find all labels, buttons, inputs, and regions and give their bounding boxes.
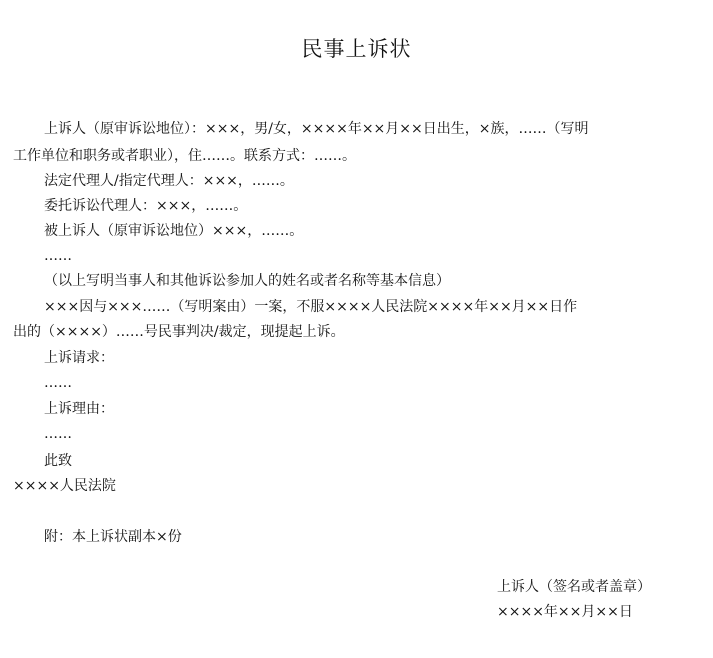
appellant-info-line-2: 工作单位和职务或者职业），住……。联系方式：……。 (13, 148, 356, 164)
date-line: ××××年××月××日 (497, 604, 633, 620)
document-title: 民事上诉状 (301, 37, 412, 61)
court-name: ××××人民法院 (13, 478, 116, 494)
appeal-reason-ellipsis: …… (44, 426, 72, 442)
appellant-info-line-1: 上诉人（原审诉讼地位）：×××，男/女，××××年××月××日出生，×族，……（写明 (44, 121, 589, 137)
attachment-line: 附：本上诉状副本×份 (44, 529, 182, 545)
parties-note: （以上写明当事人和其他诉讼参加人的姓名或者名称等基本信息） (44, 273, 450, 289)
parties-ellipsis: …… (44, 248, 72, 264)
appellee-line: 被上诉人（原审诉讼地位）×××，……。 (44, 223, 304, 239)
signature-line: 上诉人（签名或者盖章） (497, 579, 651, 595)
appeal-request-ellipsis: …… (44, 375, 72, 391)
legal-representative-line: 法定代理人/指定代理人：×××，……。 (44, 173, 294, 189)
case-statement-line-2: 出的（××××）……号民事判决/裁定，现提起上诉。 (13, 324, 345, 340)
agent-line: 委托诉讼代理人：×××，……。 (44, 198, 248, 214)
appeal-request-label: 上诉请求： (44, 350, 114, 366)
salutation: 此致 (44, 453, 72, 469)
appeal-reason-label: 上诉理由： (44, 401, 114, 417)
case-statement-line-1: ×××因与×××……（写明案由）一案，不服××××人民法院××××年××月××日作 (44, 299, 578, 315)
